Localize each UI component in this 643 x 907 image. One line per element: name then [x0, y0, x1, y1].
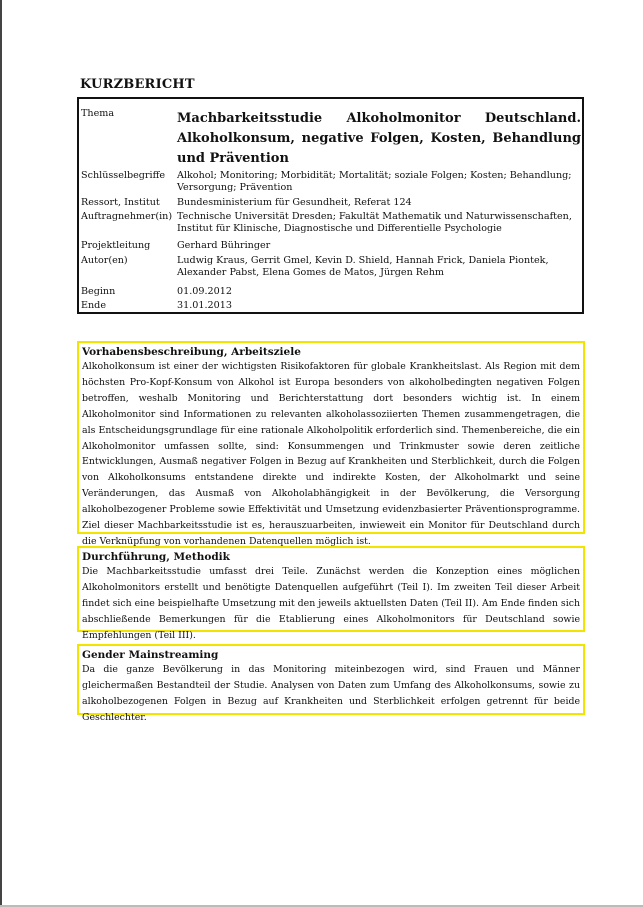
- start-value: 01.09.2012: [177, 286, 232, 297]
- ressort-value: Bundesministerium für Gesundheit, Referat 124: [177, 197, 412, 208]
- page-heading: KURZBERICHT: [80, 77, 195, 92]
- thema-label: Thema: [81, 108, 115, 119]
- section-description: [77, 341, 585, 547]
- project-title: Machbarkeitsstudie Alkoholmonitor Deutschland. Alkoholkonsum, negative Folgen, Kosten, Behandlung und Prävention: [177, 111, 581, 166]
- ressort-label: Ressort, Institut: [81, 197, 160, 208]
- project-info-box: [77, 97, 584, 314]
- section-title: Gender Mainstreaming: [82, 649, 219, 661]
- page-left-border: [0, 0, 2, 907]
- end-value: 31.01.2013: [177, 300, 232, 311]
- lead-value: Gerhard Bühringer: [177, 240, 271, 251]
- section-title: Durchführung, Methodik: [82, 551, 230, 563]
- lead-label: Projektleitung: [81, 240, 151, 251]
- authors-value: Ludwig Kraus, Gerrit Gmel, Kevin D. Shield, Hannah Frick, Daniela Piontek, Alexander Pabst, Elena Gomes de Matos, Jürgen Rehm: [177, 255, 549, 279]
- keywords-label: Schlüsselbegriffe: [81, 170, 166, 181]
- section-body: Die Machbarkeitsstudie umfasst drei Teile. Zunächst werden die Konzeption eines möglichen Alkoholmonitors erstellt und benötigte Datenquellen aufgeführt (Teil I). Im zweiten Teil dieser Arbeit findet sich eine beispielhafte Umsetzung mit den jeweils aktuellsten Daten (Teil II). Am Ende finden sich abschließende Bemerkungen für die Etablierung eines Alkoholmonitors für Deutschland sowie Empfehlungen (Teil III).: [82, 566, 580, 641]
- section-body: Alkoholkonsum ist einer der wichtigsten Risikofaktoren für globale Krankheitslast. Als Region mit dem höchsten Pro-Kopf-Konsum von Alkohol ist Europa besonders von alkoholbedingten negativen Folgen betroffen, weshalb Monitoring und Berichterstattung dort besonders wichtig ist. In einem Alkoholmonitor sind Informationen zu relevanten alkoholassoziierten Themen zusammengetragen, die als Entscheidungsgrundlage für eine rationale Alkoholpolitik erforderlich sind. Themenbereiche, die ein Alkoholmonitor umfassen sollte, sind: Konsummengen und Trinkmuster sowie deren zeitliche Entwicklungen, Ausmaß negativer Folgen in Bezug auf Krankheiten und Sterblichkeit, durch die Folgen von Alkoholkonsums entstandene direkte und indirekte Kosten, der Alkoholmarkt und seine Veränderungen, das Ausmaß von Alkoholabhängigkeit in der Bevölkerung, die Versorgung alkoholbezogener Probleme sowie Effektivität und Umsetzung evidenzbasierter Präventionsprogramme. Ziel dieser Machbarkeitsstudie ist es, herauszuarbeiten, inwieweit ein Monitor für Deutschland durch die Verknüpfung von vorhandenen Datenquellen möglich ist.: [82, 361, 580, 547]
- start-label: Beginn: [81, 286, 116, 297]
- keywords-value: Alkohol; Monitoring; Morbidität; Mortalität; soziale Folgen; Kosten; Behandlung; Versorgung; Prävention: [177, 170, 572, 194]
- contractor-label: Auftragnehmer(in): [81, 211, 173, 222]
- authors-label: Autor(en): [81, 255, 128, 266]
- section-body: Da die ganze Bevölkerung in das Monitoring miteinbezogen wird, sind Frauen und Männer gleichermaßen Bestandteil der Studie. Analysen von Daten zum Umfang des Alkoholkonsums, sowie zu alkoholbezogenen Folgen in Bezug auf Krankheiten und Sterblichkeit erfolgen getrennt für beide Geschlechter.: [82, 664, 580, 723]
- contractor-value: Technische Universität Dresden; Fakultät Mathematik und Naturwissenschaften, Institut für Klinische, Diagnostische und Differentielle Psychologie: [177, 211, 572, 235]
- section-methods: [77, 546, 585, 641]
- section-gender: [77, 644, 585, 723]
- end-label: Ende: [81, 300, 107, 311]
- section-title: Vorhabensbeschreibung, Arbeitsziele: [82, 346, 301, 358]
